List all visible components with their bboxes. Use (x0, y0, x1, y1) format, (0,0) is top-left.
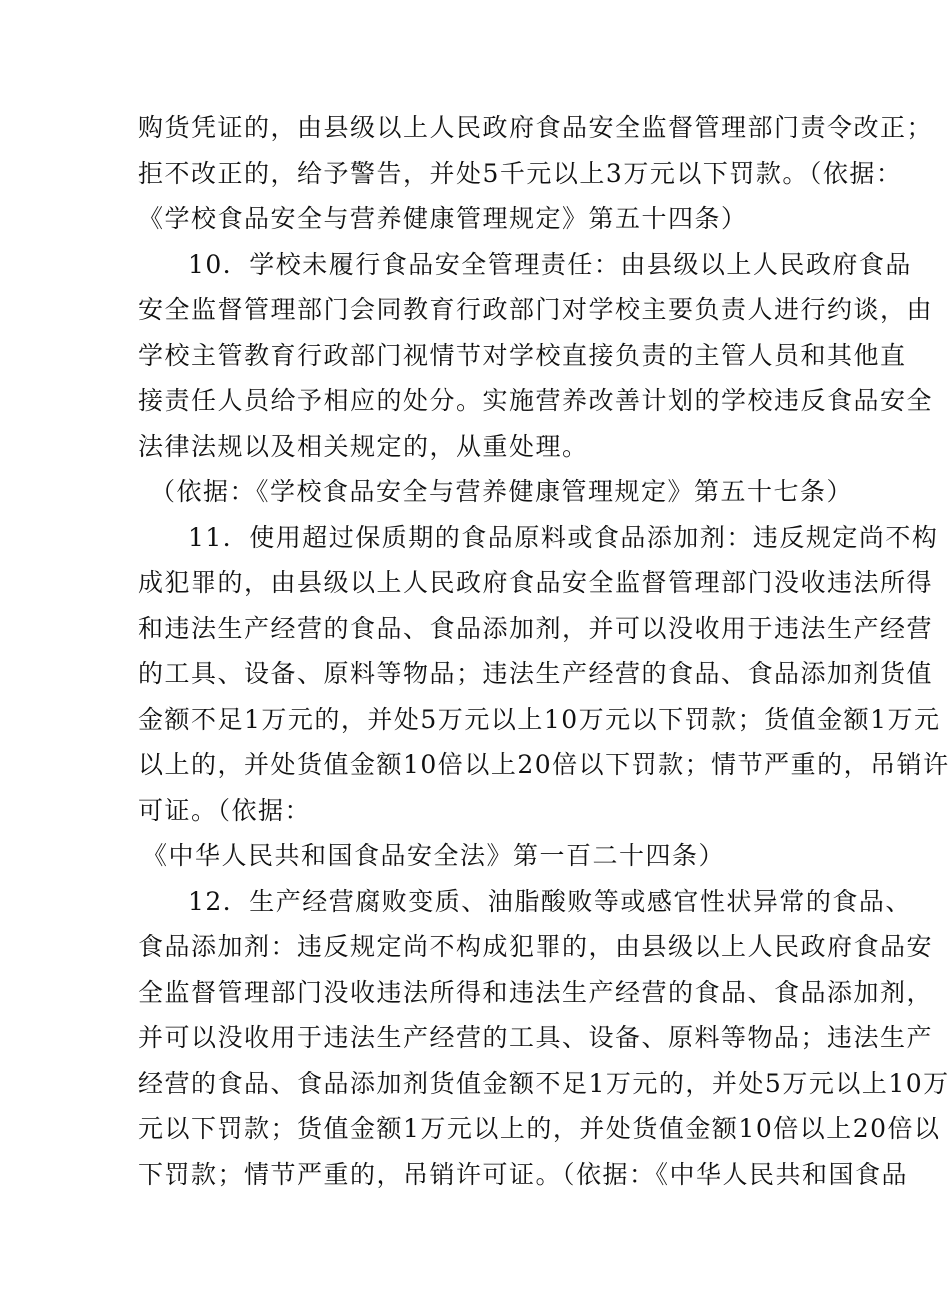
text-line: 经营的食品、食品添加剂货值金额不足1万元的，并处5万元以上10万 (138, 1069, 950, 1098)
text-line: 接责任人员给予相应的处分。实施营养改善计划的学校违反食品安全 (138, 386, 934, 415)
text-line: 全监督管理部门没收违法所得和违法生产经营的食品、食品添加剂， (138, 978, 934, 1007)
text-line: 以上的，并处货值金额10倍以上20倍以下罚款；情节严重的，吊销许 (138, 750, 950, 779)
citation-line: （依据：《学校食品安全与营养健康管理规定》第五十七条） (150, 477, 854, 506)
text-line: 法律法规以及相关规定的，从重处理。 (138, 432, 589, 461)
text-line: 食品添加剂：违反规定尚不构成犯罪的，由县级以上人民政府食品安 (138, 932, 934, 961)
text-line: 购货凭证的，由县级以上人民政府食品安全监督管理部门责令改正； (138, 113, 934, 142)
text-line: 成犯罪的，由县级以上人民政府食品安全监督管理部门没收违法所得 (138, 568, 934, 597)
text-line: 金额不足1万元的，并处5万元以上10万元以下罚款；货值金额1万元 (138, 705, 941, 734)
text-line: 安全监督管理部门会同教育行政部门对学校主要负责人进行约谈，由 (138, 295, 934, 324)
text-line: 的工具、设备、原料等物品；违法生产经营的食品、食品添加剂货值 (138, 659, 934, 688)
text-line: 学校主管教育行政部门视情节对学校直接负责的主管人员和其他直 (138, 341, 907, 370)
item-11-heading: 11．使用超过保质期的食品原料或食品添加剂：违反规定尚不构 (188, 523, 939, 552)
text-line: 拒不改正的，给予警告，并处5千元以上3万元以下罚款。（依据： (138, 159, 903, 188)
text-line: 可证。（依据： (138, 796, 312, 825)
text-line: 和违法生产经营的食品、食品添加剂，并可以没收用于违法生产经营 (138, 614, 934, 643)
text-line: 《学校食品安全与营养健康管理规定》第五十四条） (138, 204, 748, 233)
text-line: 下罚款；情节严重的，吊销许可证。（依据：《中华人民共和国食品 (138, 1160, 909, 1189)
citation-line: 《中华人民共和国食品安全法》第一百二十四条） (142, 841, 726, 870)
item-12-heading: 12．生产经营腐败变质、油脂酸败等或感官性状异常的食品、 (188, 887, 912, 916)
item-10-heading: 10．学校未履行食品安全管理责任：由县级以上人民政府食品 (188, 250, 912, 279)
text-line: 并可以没收用于违法生产经营的工具、设备、原料等物品；违法生产 (138, 1023, 934, 1052)
text-line: 元以下罚款；货值金额1万元以上的，并处货值金额10倍以上20倍以 (138, 1114, 941, 1143)
